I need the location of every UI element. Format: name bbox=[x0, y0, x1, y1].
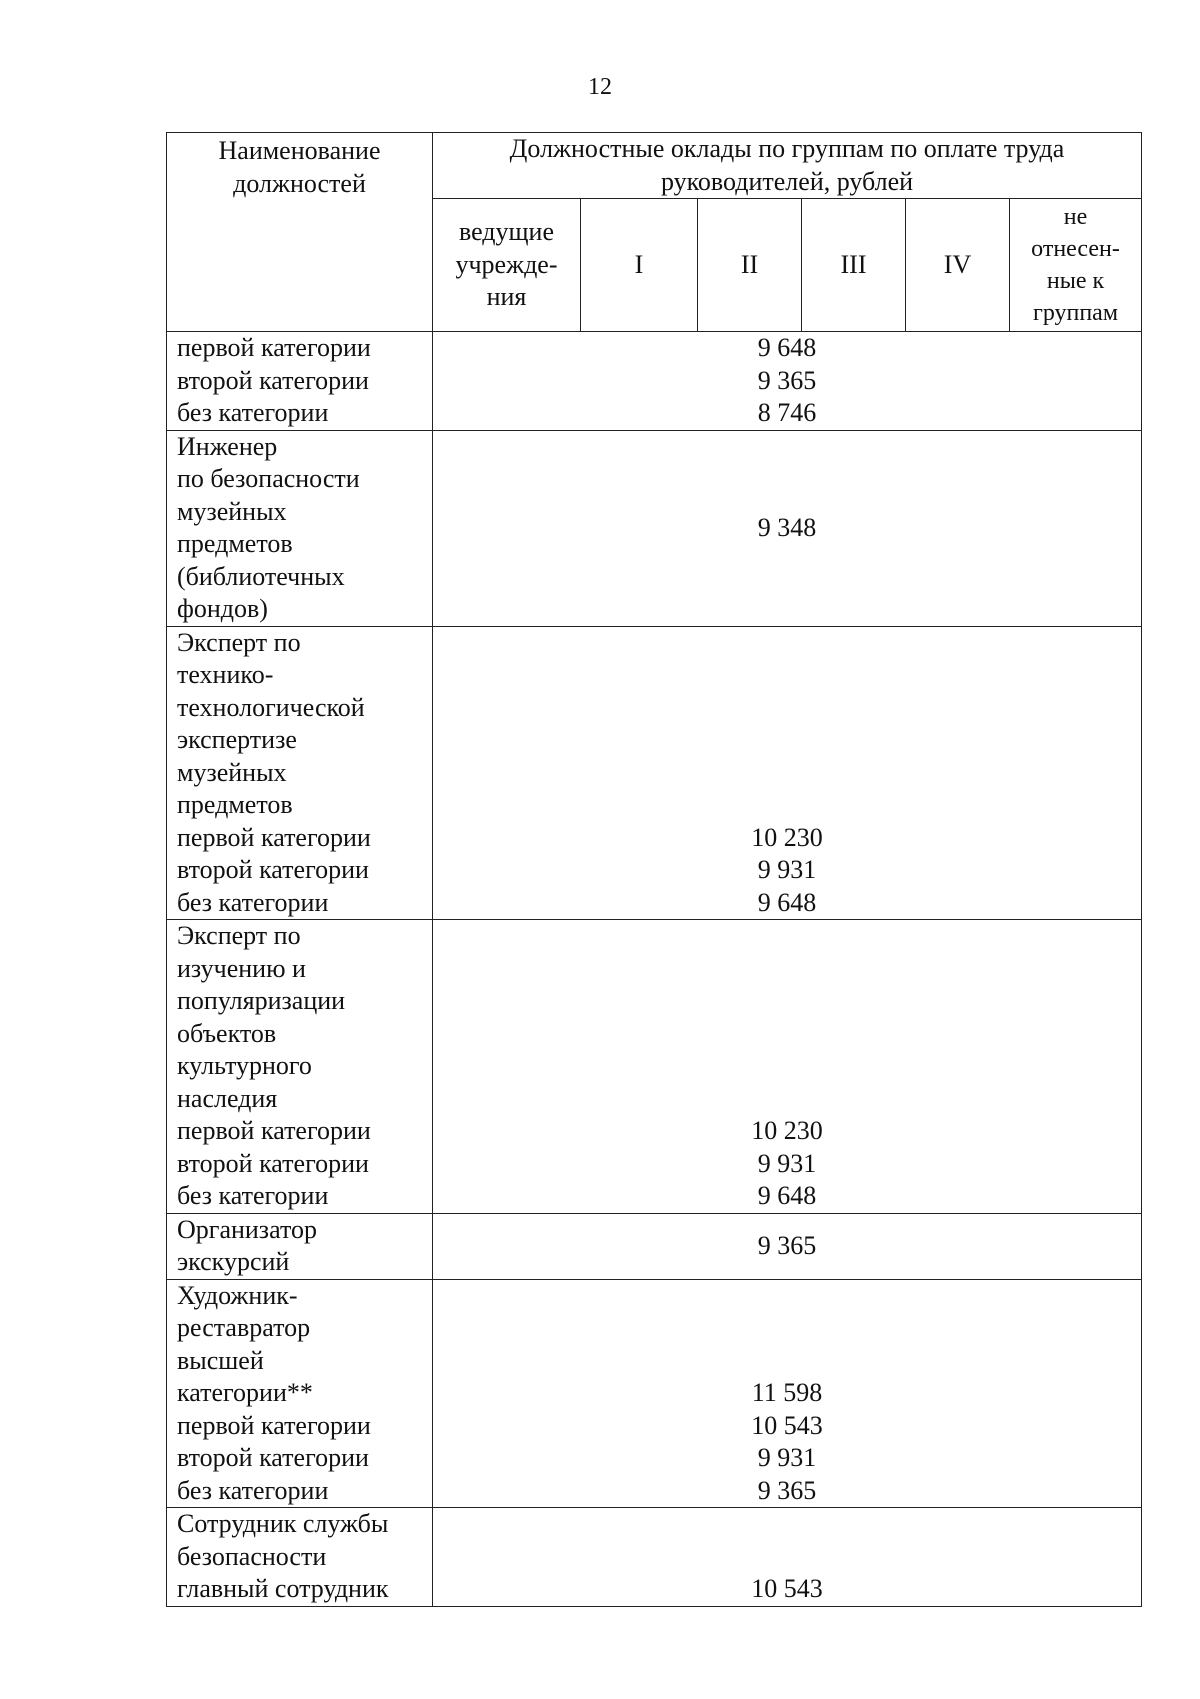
position-name-line: второй категории bbox=[177, 1148, 369, 1178]
position-name-line: первой категории bbox=[177, 1116, 371, 1145]
position-name-line: без категории bbox=[177, 1475, 329, 1505]
header-row-top bbox=[167, 133, 1142, 199]
salary-value bbox=[433, 1312, 1141, 1345]
salary-value-cell bbox=[433, 626, 1142, 920]
position-name-line: второй категории bbox=[177, 365, 369, 395]
salary-value: 8 746 bbox=[757, 398, 817, 427]
position-name-line: предметов bbox=[177, 529, 293, 558]
position-name-line: второй категории bbox=[177, 1443, 369, 1472]
salary-value: 11 598 bbox=[751, 1378, 823, 1407]
position-name-line: экспертизе bbox=[177, 725, 297, 754]
salary-value: 9 365 bbox=[757, 1230, 817, 1260]
salary-value bbox=[433, 920, 1141, 953]
position-name-line: объектов bbox=[177, 1018, 277, 1048]
position-name-line: Организатор bbox=[177, 1214, 317, 1244]
header-not-assigned: не отнесен- ные к группам bbox=[1010, 199, 1142, 332]
position-name-line: Сотрудник службы bbox=[177, 1509, 389, 1538]
salary-value-cell bbox=[433, 1213, 1142, 1279]
salary-value: 10 230 bbox=[751, 1116, 823, 1145]
page-number: 12 bbox=[588, 74, 612, 100]
table-row bbox=[167, 1213, 1142, 1279]
salary-value: 9 365 bbox=[757, 365, 817, 395]
salary-value bbox=[433, 692, 1141, 725]
position-name-line: изучению и bbox=[177, 953, 306, 983]
salary-value bbox=[433, 1280, 1141, 1313]
header-group-2: II bbox=[698, 199, 802, 332]
position-name-line: без категории bbox=[177, 398, 329, 427]
salary-value bbox=[433, 659, 1141, 692]
header-group-3: III bbox=[802, 199, 906, 332]
position-name-line: культурного bbox=[177, 1051, 312, 1080]
position-name-cell bbox=[167, 1213, 433, 1279]
table-row bbox=[167, 332, 1142, 431]
salary-value bbox=[433, 1541, 1141, 1574]
header-salary-groups: Должностные оклады по группам по оплате труда руководителей, рублей bbox=[433, 133, 1142, 199]
position-name-cell bbox=[167, 1279, 433, 1508]
position-name-cell bbox=[167, 920, 433, 1214]
table-row bbox=[167, 1279, 1142, 1508]
position-name-line: второй категории bbox=[177, 855, 369, 884]
position-name-line: музейных bbox=[177, 496, 287, 526]
salary-value bbox=[433, 1345, 1141, 1378]
position-name-line: предметов bbox=[177, 790, 293, 819]
salary-value bbox=[433, 1050, 1141, 1083]
position-name-line: Инженер bbox=[177, 431, 278, 461]
position-name-cell bbox=[167, 332, 433, 431]
salary-value bbox=[433, 1508, 1141, 1541]
position-name-line: главный сотрудник bbox=[177, 1574, 389, 1603]
position-name-line: первой категории bbox=[177, 333, 371, 362]
salary-value: 9 931 bbox=[757, 1148, 817, 1178]
salary-value bbox=[433, 627, 1141, 660]
salary-value bbox=[433, 724, 1141, 757]
salary-value: 9 348 bbox=[757, 512, 817, 542]
salary-value-cell bbox=[433, 920, 1142, 1214]
salary-value-cell bbox=[433, 1279, 1142, 1508]
position-name-line: фондов) bbox=[177, 594, 268, 623]
table-body bbox=[167, 332, 1142, 1607]
position-name-line: наследия bbox=[177, 1083, 278, 1113]
position-name-cell bbox=[167, 430, 433, 626]
table-row bbox=[167, 626, 1142, 920]
salary-value-cell bbox=[433, 1508, 1142, 1607]
position-name-line: безопасности bbox=[177, 1541, 327, 1571]
position-name-line: (библиотечных bbox=[177, 561, 345, 591]
position-name-line: экскурсий bbox=[177, 1247, 290, 1276]
salary-table bbox=[166, 132, 1142, 1607]
salary-value-cell bbox=[433, 332, 1142, 431]
salary-value bbox=[433, 953, 1141, 986]
position-name-line: по безопасности bbox=[177, 464, 360, 493]
salary-value: 9 648 bbox=[757, 333, 817, 362]
position-name-line: Эксперт по bbox=[177, 921, 301, 950]
position-name-line: первой категории bbox=[177, 1410, 371, 1440]
position-name-line: популяризации bbox=[177, 986, 346, 1015]
salary-value: 9 931 bbox=[757, 1443, 817, 1472]
salary-value bbox=[433, 757, 1141, 790]
salary-value bbox=[433, 1083, 1141, 1116]
salary-value: 9 648 bbox=[757, 887, 817, 917]
header-position-name: Наименование должностей bbox=[167, 133, 433, 332]
position-name-line: первой категории bbox=[177, 822, 371, 852]
table-row bbox=[167, 920, 1142, 1214]
salary-value: 9 931 bbox=[757, 855, 817, 884]
position-name-line: без категории bbox=[177, 1181, 329, 1210]
position-name-line: категории** bbox=[177, 1378, 313, 1407]
position-name-line: технологической bbox=[177, 692, 365, 722]
header-group-4: IV bbox=[906, 199, 1010, 332]
table-row bbox=[167, 430, 1142, 626]
salary-value: 9 648 bbox=[757, 1181, 817, 1210]
salary-value: 10 230 bbox=[751, 822, 823, 852]
salary-value bbox=[433, 789, 1141, 822]
position-name-line: Эксперт по bbox=[177, 627, 301, 657]
salary-value: 9 365 bbox=[757, 1475, 817, 1505]
position-name-line: музейных bbox=[177, 757, 287, 787]
header-group-1: I bbox=[581, 199, 698, 332]
salary-value bbox=[433, 985, 1141, 1018]
salary-value bbox=[433, 1018, 1141, 1051]
position-name-line: Художник- bbox=[177, 1280, 298, 1310]
table-row bbox=[167, 1508, 1142, 1607]
salary-value: 10 543 bbox=[751, 1410, 823, 1440]
position-name-line: без категории bbox=[177, 887, 329, 917]
position-name-line: реставратор bbox=[177, 1313, 311, 1342]
position-name-cell bbox=[167, 1508, 433, 1607]
salary-value-cell bbox=[433, 430, 1142, 626]
salary-value: 10 543 bbox=[751, 1574, 823, 1603]
position-name-line: технико- bbox=[177, 660, 274, 689]
position-name-cell bbox=[167, 626, 433, 920]
position-name-line: высшей bbox=[177, 1345, 264, 1375]
header-leading-institutions: ведущие учрежде- ния bbox=[433, 199, 581, 332]
